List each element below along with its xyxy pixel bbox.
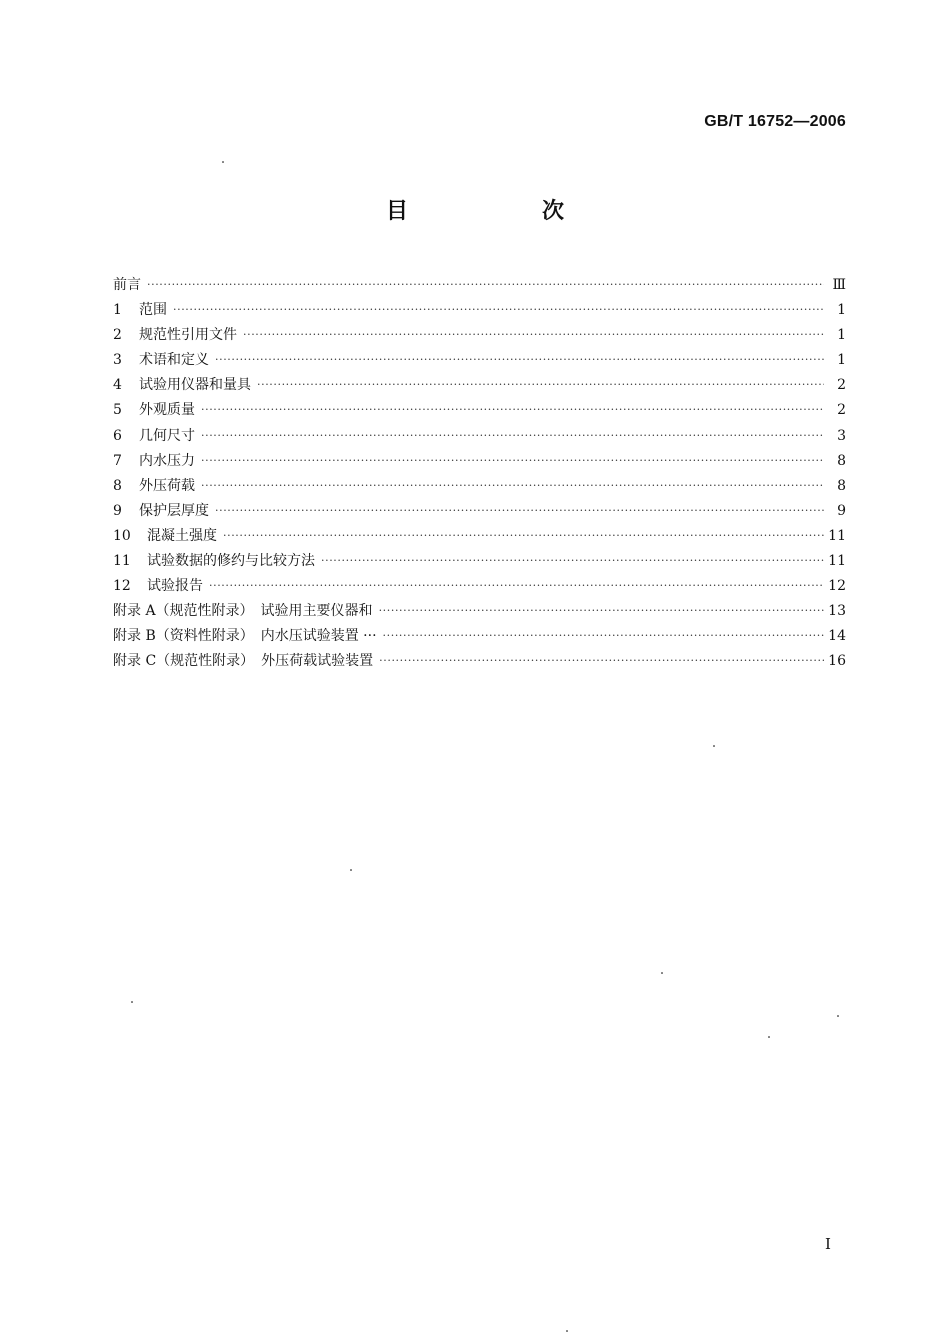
toc-entry-label: 试验用仪器和量具 <box>139 377 251 394</box>
toc-entry-page: 13 <box>828 603 846 620</box>
toc-leader-dots <box>243 322 824 347</box>
toc-entry-label: 术语和定义 <box>139 352 209 369</box>
toc-entry-6[interactable] <box>113 424 846 449</box>
toc-entry-number: 12 <box>113 578 131 595</box>
page-number: I <box>825 1235 831 1253</box>
toc-entry-label: 混凝土强度 <box>147 527 217 544</box>
toc-entry-3[interactable] <box>113 348 846 373</box>
toc-leader-dots <box>379 598 824 623</box>
toc-entry-2[interactable] <box>113 323 846 348</box>
toc-entry-number: 8 <box>113 477 122 494</box>
toc-entry-number: 2 <box>113 327 122 344</box>
toc-leader-dots <box>201 448 824 473</box>
toc-entry-appendix-a[interactable] <box>113 599 846 624</box>
toc-entry-page: 11 <box>828 527 846 544</box>
toc-entry-number: 10 <box>113 527 131 544</box>
toc-entry-appendix-c[interactable] <box>113 649 846 674</box>
toc-entry-page: 8 <box>837 452 846 469</box>
toc-entry-page: 1 <box>837 352 846 369</box>
toc-entry-page: 3 <box>837 427 846 444</box>
toc-entry-label: 几何尺寸 <box>139 427 195 444</box>
toc-entry-page: 12 <box>828 578 846 595</box>
toc-entry-page: 11 <box>828 553 846 570</box>
toc-entry-label: 附录 A（规范性附录） 试验用主要仪器和 <box>113 603 373 620</box>
scan-speck <box>768 1036 770 1038</box>
toc-title: 目 次 <box>385 199 620 224</box>
toc-entry-page: 2 <box>837 402 846 419</box>
scan-speck <box>713 745 715 747</box>
toc-leader-dots <box>173 297 824 322</box>
toc-entry-label: 外观质量 <box>139 402 195 419</box>
toc-entry-number: 11 <box>113 553 131 570</box>
toc-entry-number: 7 <box>113 452 122 469</box>
toc-entry-page: 9 <box>837 502 846 519</box>
toc-entry-label: 附录 B（资料性附录） 内水压试验装置 ··· <box>113 628 377 645</box>
toc-entry-appendix-b[interactable] <box>113 624 846 649</box>
toc-leader-dots <box>201 397 824 422</box>
toc-entry-7[interactable] <box>113 449 846 474</box>
toc-leader-dots <box>215 347 824 372</box>
toc-entry-page: 16 <box>828 653 846 670</box>
scan-speck <box>837 1015 839 1017</box>
toc-entry-number: 3 <box>113 352 122 369</box>
toc-entry-page: 1 <box>837 302 846 319</box>
toc-entry-label: 外压荷载 <box>139 477 195 494</box>
toc-leader-dots <box>147 272 824 297</box>
toc-entry-page: 14 <box>828 628 846 645</box>
toc-leader-dots <box>379 648 824 673</box>
toc-entry-4[interactable] <box>113 373 846 398</box>
toc-entry-10[interactable] <box>113 524 846 549</box>
toc-entry-5[interactable] <box>113 398 846 423</box>
standard-number: GB/T 16752—2006 <box>704 113 846 130</box>
toc-entry-number: 9 <box>113 502 122 519</box>
toc-entry-12[interactable] <box>113 574 846 599</box>
scan-speck <box>350 869 352 871</box>
scan-speck <box>661 972 663 974</box>
toc-entry-label: 前言 <box>113 277 141 293</box>
toc-entry-number: 5 <box>113 402 122 419</box>
toc-entry-page: Ⅲ <box>832 277 846 293</box>
toc-leader-dots <box>383 623 824 648</box>
toc-entry-number: 1 <box>113 302 122 319</box>
scan-speck <box>222 161 224 163</box>
toc-leader-dots <box>257 372 824 397</box>
toc-entry-1[interactable] <box>113 298 846 323</box>
toc-leader-dots <box>201 473 824 498</box>
toc-entry-label: 附录 C（规范性附录） 外压荷载试验装置 <box>113 653 374 670</box>
scan-speck <box>131 1001 133 1003</box>
toc-leader-dots <box>209 573 824 598</box>
toc-entry-label: 内水压力 <box>139 452 195 469</box>
toc-entry-label: 规范性引用文件 <box>139 327 237 344</box>
toc-leader-dots <box>223 523 824 548</box>
scan-speck <box>566 1330 568 1332</box>
toc-entry-8[interactable] <box>113 474 846 499</box>
toc-entry-number: 6 <box>113 427 122 444</box>
toc-entry-page: 1 <box>837 327 846 344</box>
toc-leader-dots <box>215 498 824 523</box>
table-of-contents <box>113 273 846 675</box>
toc-leader-dots <box>201 423 824 448</box>
toc-entry-page: 8 <box>837 477 846 494</box>
toc-entry-9[interactable] <box>113 499 846 524</box>
toc-entry-number: 4 <box>113 377 122 394</box>
toc-entry-label: 试验报告 <box>147 578 203 595</box>
toc-entry-label: 范围 <box>139 302 167 319</box>
toc-entry-preface[interactable] <box>113 273 846 298</box>
toc-entry-label: 试验数据的修约与比较方法 <box>147 553 315 570</box>
toc-leader-dots <box>321 548 824 573</box>
toc-entry-label: 保护层厚度 <box>139 502 209 519</box>
toc-entry-11[interactable] <box>113 549 846 574</box>
toc-entry-page: 2 <box>837 377 846 394</box>
